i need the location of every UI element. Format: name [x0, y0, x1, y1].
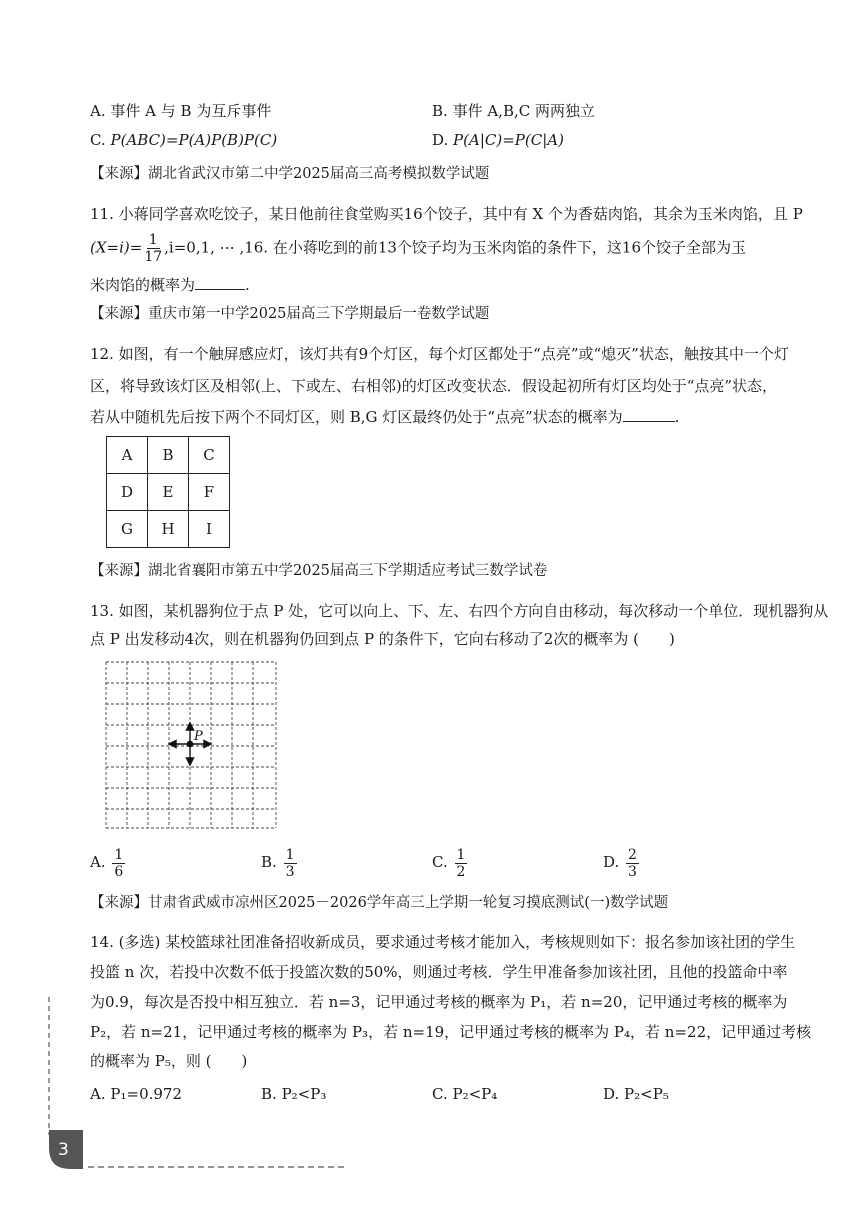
q10-option-c — [90, 129, 277, 151]
frac-den: 2 — [456, 863, 466, 880]
option-label: A. — [90, 1085, 106, 1103]
q11-fraction — [144, 232, 162, 265]
option-fraction — [284, 847, 297, 880]
q10-option-b — [432, 100, 595, 122]
q12-line2: 区，将导致该灯区及相邻(上、下或左、右相邻)的灯区改变状态．假设起初所有灯区均处于“点亮”状态， — [90, 377, 778, 395]
q11-line1: 11. 小蒋同学喜欢吃饺子，某日他前往食堂购买16个饺子，其中有 X 个为香菇肉馅，其余为玉米肉馅，且 P — [90, 205, 803, 223]
q13-option-d — [603, 846, 641, 880]
grid-cell-a: A — [107, 437, 148, 474]
q11-line3 — [90, 274, 250, 296]
period: . — [245, 276, 250, 294]
option-label: B. — [261, 1085, 277, 1103]
option-label: B. — [261, 853, 277, 871]
q13-option-c — [432, 846, 469, 880]
point-p-dot — [187, 741, 192, 746]
option-fraction — [112, 847, 125, 880]
q13-option-a — [90, 846, 127, 880]
answer-blank[interactable] — [195, 275, 245, 290]
grid-cell-h: H — [148, 511, 189, 548]
q11-line2-text: ,i=0,1, ⋯ ,16. 在小蒋吃到的前13个饺子均为玉米肉馅的条件下，这16个饺子全部为玉 — [164, 238, 747, 257]
option-text: P₂<P₄ — [452, 1085, 498, 1103]
q11-prob-expr: (X=i)= — [90, 238, 143, 257]
frac-den: 17 — [144, 249, 163, 265]
grid-cell-c: C — [189, 437, 230, 474]
period: . — [674, 408, 680, 426]
frac-den: 3 — [628, 863, 637, 880]
grid-cell-i: I — [189, 511, 230, 548]
page-corner-decoration — [40, 995, 360, 1175]
frac-num: 1 — [114, 846, 124, 863]
grid-cell-b: B — [148, 437, 189, 474]
option-label: A. — [90, 853, 106, 871]
q14-line4: P₂，若 n=21，记甲通过考核的概率为 P₃，若 n=19，记甲通过考核的概率为 P₄，若 n=22，记甲通过考核 — [90, 1023, 812, 1041]
q14-option-c — [432, 1083, 497, 1105]
q11-line2 — [90, 232, 746, 265]
option-text: P(ABC)=P(A)P(B)P(C) — [110, 131, 278, 149]
q14-line1: 14. (多选) 某校篮球社团准备招收新成员，要求通过考核才能加入，考核规则如下：报名参加该社团的学生 — [90, 933, 796, 951]
q13-line2-text: 点 P 出发移动4次，则在机器狗仍回到点 P 的条件下，它向右移动了2次的概率为 ( — [90, 630, 639, 648]
option-label: C. — [432, 853, 448, 871]
q10-source: 【来源】湖北省武汉市第二中学2025届高三高考模拟数学试题 — [90, 166, 490, 182]
close-paren: ) — [668, 630, 675, 648]
q13-source: 【来源】甘肃省武威市凉州区2025－2026学年高三上学期一轮复习摸底测试(一)数学试题 — [90, 895, 669, 911]
option-fraction — [626, 847, 639, 880]
frac-num: 1 — [148, 232, 158, 248]
option-label: B. — [432, 102, 448, 120]
q14-line5-text: 的概率为 P₅，则 ( — [90, 1052, 212, 1070]
close-paren: ) — [241, 1052, 248, 1070]
frac-num: 2 — [628, 846, 637, 863]
option-text: P₂<P₅ — [624, 1085, 669, 1103]
frac-den: 6 — [114, 863, 124, 880]
frac-num: 1 — [285, 846, 295, 863]
option-label: D. — [603, 1085, 620, 1103]
q13-line2 — [90, 628, 675, 650]
move-arrows-icon — [169, 723, 211, 765]
q14-line3: 为0.9，每次是否投中相互独立．若 n=3，记甲通过考核的概率为 P₁，若 n=20，记甲通过考核的概率为 — [90, 993, 788, 1011]
option-text: 事件 A 与 B 为互斥事件 — [110, 102, 272, 120]
grid-cell-d: D — [107, 474, 148, 511]
option-label: D. — [432, 131, 449, 149]
answer-blank[interactable] — [623, 407, 675, 422]
q10-option-a — [90, 100, 271, 122]
option-label: D. — [603, 853, 620, 871]
grid-cell-g: G — [107, 511, 148, 548]
option-text: 事件 A,B,C 两两独立 — [452, 102, 595, 120]
page-number: 3 — [58, 1140, 69, 1160]
option-label: C. — [90, 131, 106, 149]
q14-option-d — [603, 1083, 669, 1105]
grid-cell-e: E — [148, 474, 189, 511]
option-text: P(A|C)=P(C|A) — [453, 131, 564, 149]
q14-line2: 投篮 n 次，若投中次数不低于投篮次数的50%，则通过考核．学生甲准备参加该社团，且他的投篮命中率 — [90, 963, 788, 981]
option-text: P₂<P₃ — [281, 1085, 327, 1103]
q11-source: 【来源】重庆市第一中学2025届高三下学期最后一卷数学试题 — [90, 306, 490, 322]
point-p-label: P — [194, 729, 203, 744]
option-label: C. — [432, 1085, 448, 1103]
robot-grid-figure — [104, 660, 278, 830]
q13-line1: 13. 如图，某机器狗位于点 P 处，它可以向上、下、左、右四个方向自由移动，每次移动一个单位．现机器狗从 — [90, 602, 829, 620]
q12-line1: 12. 如图，有一个触屏感应灯，该灯共有9个灯区，每个灯区都处于“点亮”或“熄灭”状态，触按其中一个灯 — [90, 345, 789, 363]
q11-line3-text: 米肉馅的概率为 — [90, 276, 196, 294]
q12-line3-text: 若从中随机先后按下两个不同灯区，则 B,G 灯区最终仍处于“点亮”状态的概率为 — [90, 408, 623, 426]
light-grid — [106, 436, 230, 548]
option-label: A. — [90, 102, 106, 120]
frac-num: 1 — [456, 846, 466, 863]
option-text: P₁=0.972 — [110, 1085, 183, 1103]
q10-option-d — [432, 129, 564, 151]
q12-line3 — [90, 406, 679, 428]
q12-source: 【来源】湖北省襄阳市第五中学2025届高三下学期适应考试三数学试卷 — [90, 563, 548, 579]
q13-option-b — [261, 846, 299, 880]
option-fraction — [455, 847, 468, 880]
grid-cell-f: F — [189, 474, 230, 511]
frac-den: 3 — [285, 863, 295, 880]
